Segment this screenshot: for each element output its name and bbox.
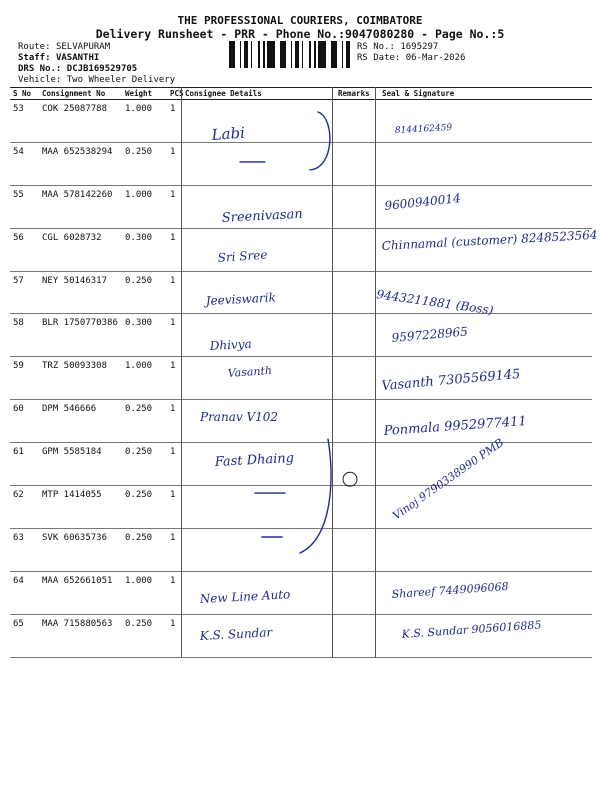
table-row (10, 572, 592, 615)
handwritten-signature: Ponmala 9952977411 (383, 414, 528, 439)
row-sno: 63 (13, 532, 24, 543)
handwritten-consignee: K.S. Sundar (199, 625, 273, 643)
row-consignment: MAA 652538294 (42, 146, 113, 157)
row-weight: 0.300 (125, 232, 153, 243)
row-weight: 0.250 (125, 618, 153, 629)
barcode-image (229, 41, 353, 68)
handwritten-consignee: Vasanth (227, 363, 273, 380)
handwritten-signature: Shareef 7449096068 (391, 579, 509, 601)
row-pcs: 1 (170, 575, 176, 586)
table-row (10, 400, 592, 443)
table-row (10, 314, 592, 357)
barcode-bar (323, 41, 326, 68)
row-sno: 61 (13, 447, 24, 458)
row-pcs: 1 (170, 404, 176, 415)
staff-value: VASANTHI (55, 53, 100, 63)
row-sno: 56 (13, 232, 24, 243)
table-row (10, 272, 592, 318)
barcode-bar (321, 41, 323, 68)
barcode-bar (272, 41, 275, 68)
row-consignment: DPM 546666 (42, 404, 97, 415)
handwritten-signature: 8144162459 (394, 123, 453, 136)
row-weight: 0.250 (125, 404, 153, 415)
col-consignment: Consignment No (42, 89, 106, 98)
barcode-bar (349, 41, 350, 68)
table-header (10, 87, 592, 100)
barcode-bar (263, 41, 265, 68)
handwritten-signature: 9597228965 (391, 324, 469, 345)
drs-line (18, 64, 137, 74)
row-consignment: COK 25087788 (42, 104, 108, 114)
column-divider (332, 87, 333, 658)
row-weight: 0.250 (125, 146, 153, 157)
row-pcs: 1 (170, 318, 176, 329)
table-row (10, 143, 592, 186)
table-row (10, 229, 592, 272)
row-consignment: MAA 652661051 (42, 575, 113, 586)
handwritten-signature: Chinnamal (customer) 8248523564 (381, 227, 598, 253)
table-row (10, 615, 592, 658)
route-label: Route: (18, 42, 56, 52)
row-weight: 1.000 (125, 361, 153, 372)
handwritten-consignee: Labi (211, 123, 246, 144)
row-consignment: SVK 60635736 (42, 532, 108, 543)
barcode-bar (295, 41, 298, 68)
staff-line (18, 53, 99, 63)
row-consignment: BLR 1750770386 (42, 318, 118, 329)
drs-label: DRS No.: (18, 64, 67, 74)
row-sno: 62 (13, 490, 24, 501)
staff-label: Staff: (18, 53, 56, 63)
handwritten-consignee: Jeeviswarik (205, 290, 277, 308)
barcode-bar (342, 41, 343, 68)
row-consignment: TRZ 50093308 (42, 361, 108, 372)
barcode-bar (309, 41, 311, 68)
col-consignee: Consignee Details (185, 89, 262, 98)
barcode-bar (291, 41, 292, 68)
company-title: THE PROFESSIONAL COURIERS, COIMBATORE (177, 14, 423, 27)
handwritten-consignee: Dhivya (209, 336, 253, 353)
barcode-bar (318, 41, 321, 68)
col-remarks: Remarks (338, 89, 370, 98)
row-pcs: 1 (170, 104, 176, 114)
row-pcs: 1 (170, 532, 176, 543)
row-weight: 1.000 (125, 189, 153, 200)
barcode-bar (302, 41, 303, 68)
row-sno: 64 (13, 575, 24, 586)
handwritten-consignee: Sri Sree (217, 247, 268, 265)
drs-value: DCJB169529705 (66, 64, 138, 74)
row-pcs: 1 (170, 189, 176, 200)
row-pcs: 1 (170, 447, 176, 458)
barcode-bar (331, 41, 334, 68)
barcode-bar (240, 41, 241, 68)
column-divider (181, 87, 182, 658)
barcode-bar (244, 41, 247, 68)
row-pcs: 1 (170, 232, 176, 243)
runsheet-table (10, 87, 592, 658)
barcode-bar (280, 41, 283, 68)
row-sno: 58 (13, 318, 24, 329)
col-pcs: PCS (170, 89, 184, 98)
table-row (10, 186, 592, 229)
table-row (10, 100, 592, 143)
row-pcs: 1 (170, 146, 176, 157)
route-value: SELVAPURAM (55, 42, 111, 52)
barcode-bar (298, 41, 299, 68)
row-weight: 0.250 (125, 447, 153, 458)
handwritten-signature: K.S. Sundar 9056016885 (401, 618, 542, 641)
row-consignment: MAA 715880563 (42, 618, 113, 629)
row-pcs: 1 (170, 361, 176, 372)
row-sno: 65 (13, 618, 24, 629)
row-sno: 55 (13, 189, 24, 200)
barcode-bar (247, 41, 248, 68)
table-body (10, 100, 592, 658)
col-sno: S No (13, 89, 32, 98)
row-weight: 0.250 (125, 532, 153, 543)
row-sno: 59 (13, 361, 24, 372)
row-weight: 1.000 (125, 104, 153, 114)
row-consignment: NEY 50146317 (42, 275, 108, 286)
barcode-bar (251, 41, 252, 68)
runsheet-subtitle: Delivery Runsheet - PRR - Phone No.:9047080280 - Page No.:5 (95, 27, 505, 41)
table-row (10, 486, 592, 529)
route-line (18, 42, 110, 52)
barcode-bar (270, 41, 272, 68)
table-row (10, 529, 592, 572)
barcode-bar (314, 41, 316, 68)
handwritten-consignee: Sreenivasan (221, 206, 304, 226)
row-weight: 1.000 (125, 575, 153, 586)
col-weight: Weight (125, 89, 153, 98)
column-divider (375, 87, 376, 658)
row-consignment: GPM 5585184 (42, 447, 102, 458)
table-row (10, 443, 592, 486)
handwritten-consignee: Pranav V102 (200, 410, 279, 424)
barcode-bar (258, 41, 260, 68)
row-sno: 53 (13, 104, 24, 114)
barcode-bar (232, 41, 235, 68)
rs-date: RS Date: 06-Mar-2026 (357, 53, 466, 63)
row-consignment: MTP 1414055 (42, 490, 102, 501)
table-row (10, 357, 592, 400)
barcode-bar (334, 41, 337, 68)
row-weight: 0.250 (125, 275, 153, 286)
handwritten-signature: 9443211881 (Boss) (375, 287, 495, 318)
row-consignment: CGL 6028732 (42, 232, 102, 243)
row-sno: 57 (13, 275, 24, 286)
handwritten-consignee: New Line Auto (199, 587, 291, 606)
row-sno: 54 (13, 146, 24, 157)
col-seal: Seal & Signature (382, 89, 455, 98)
row-sno: 60 (13, 404, 24, 415)
handwritten-signature: Vinoj 9790338990 PMB (390, 436, 506, 523)
handwritten-signature: 9600940014 (383, 191, 462, 213)
barcode-bar (229, 41, 232, 68)
barcode-bar (283, 41, 286, 68)
row-consignment: MAA 578142260 (42, 189, 113, 200)
barcode-bar (267, 41, 270, 68)
row-weight: 0.250 (125, 490, 153, 501)
row-pcs: 1 (170, 618, 176, 629)
handwritten-consignee: Fast Dhaing (214, 450, 295, 470)
row-weight: 0.300 (125, 318, 153, 329)
row-pcs: 1 (170, 275, 176, 286)
handwritten-signature: Vasanth 7305569145 (381, 366, 522, 394)
rs-number: RS No.: 1695297 (357, 42, 439, 52)
row-pcs: 1 (170, 490, 176, 501)
barcode-bar (346, 41, 349, 68)
vehicle-line: Vehicle: Two Wheeler Delivery (18, 75, 176, 85)
